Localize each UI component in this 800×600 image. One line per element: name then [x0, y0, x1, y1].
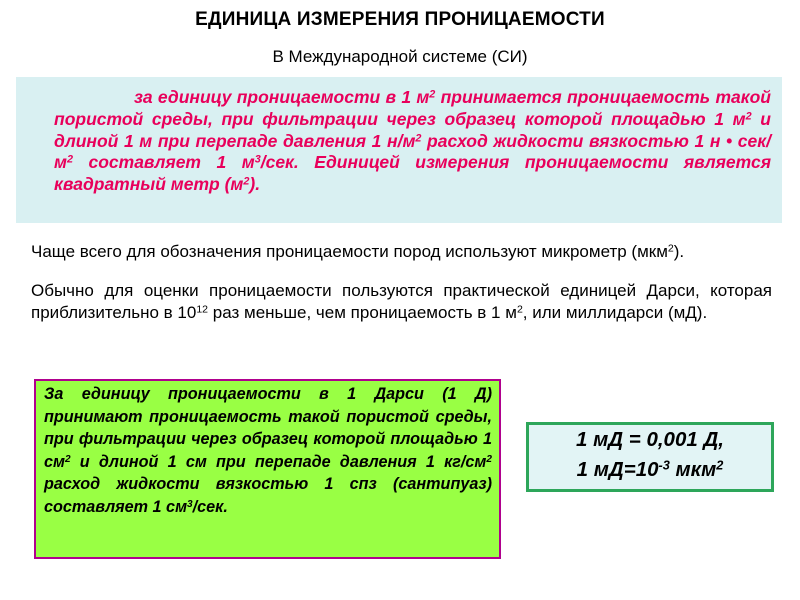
- page-title: ЕДИНИЦА ИЗМЕРЕНИЯ ПРОНИЦАЕМОСТИ: [195, 9, 605, 30]
- darcy-definition-text: За единицу проницаемости в 1 Дарси (1 Д) принимают проницаемость такой пористой среды, при фильтрации через образец которой площадью 1 $см^2$ и длиной 1 см при перепаде давления 1 $кг/см^2$ расход жидкости вязкостью 1 спз (сантипуаз) составляет 1 $см^3$/сек.: [44, 385, 492, 516]
- formula-line-2: 1 $мД=10^{-3}$ мкм$^2$: [576, 457, 724, 481]
- page-subtitle: В Международной системе (СИ): [272, 47, 528, 66]
- formula-line-1: 1 мД = 0,001 Д,: [576, 428, 724, 451]
- si-definition-text: за единицу проницаемости в 1 $м^2$ принимается проницаемость такой пористой среды, при фильтрации через образец которой площадью 1 $м^2$ и длиной 1 м при перепаде давления 1 $н/м^2$ расход жидкости вязкостью 1 н • сек/$м^2$ составляет 1 $м^3$/сек. Единицей измерения проницаемости является квадратный метр $(м^2)$.: [54, 87, 771, 195]
- darcy-paragraph: Обычно для оценки проницаемости пользуются практической единицей Дарси, которая приблизительно в $10^{12}$ раз меньше, чем проницаемость в 1 $м^2$, или миллидарси (мД).: [31, 281, 772, 322]
- micrometer-paragraph: Чаще всего для обозначения проницаемости пород используют микрометр (мкм$^2$).: [31, 242, 685, 261]
